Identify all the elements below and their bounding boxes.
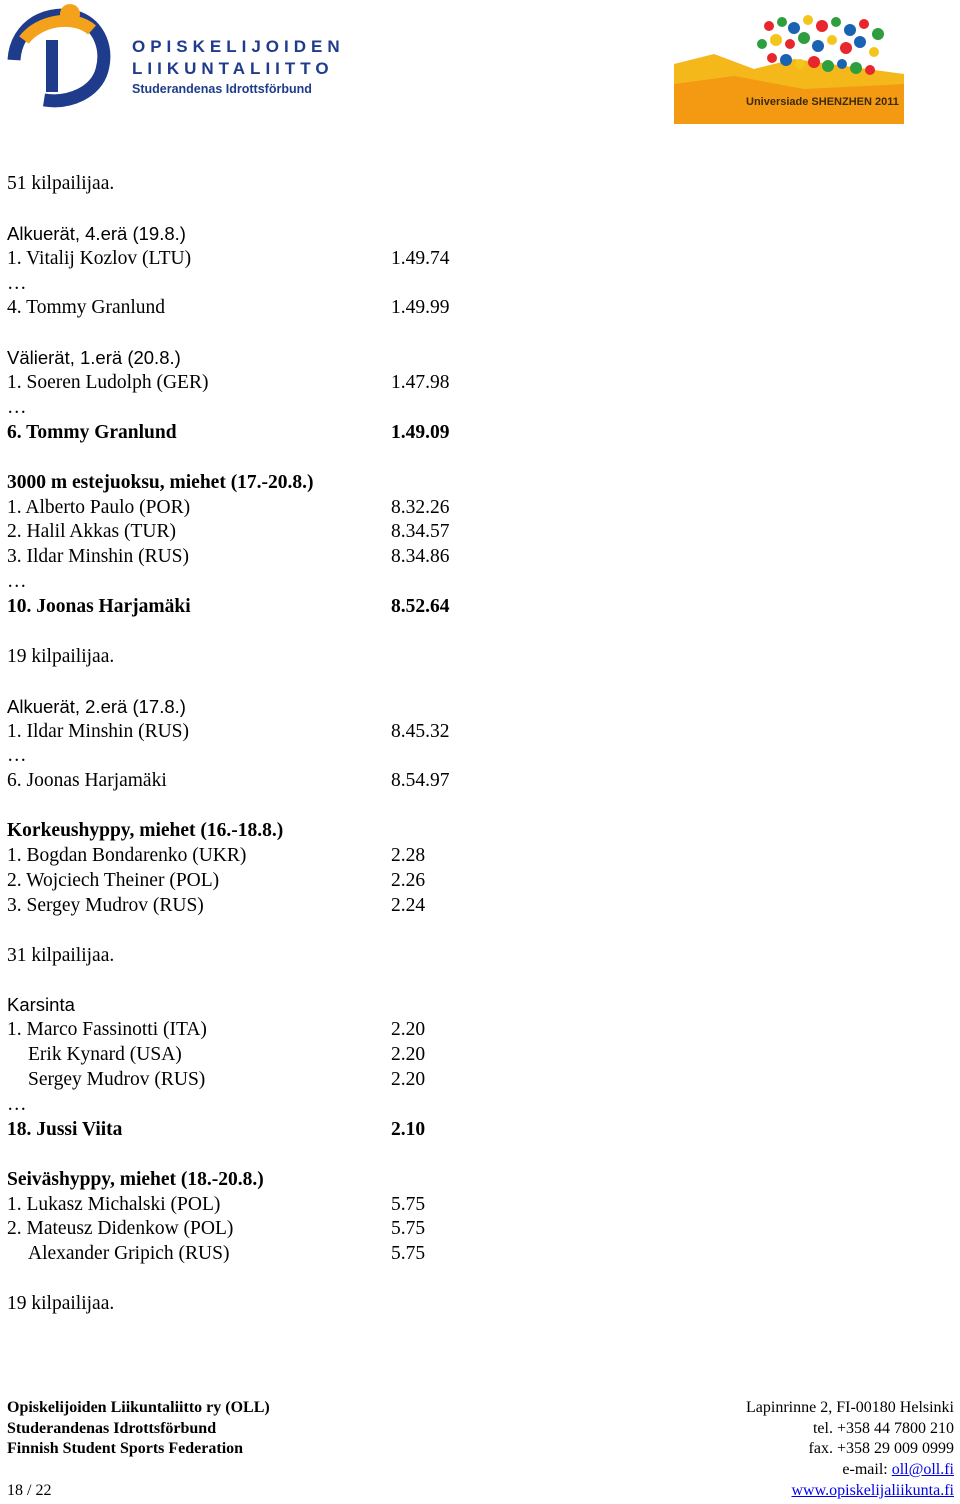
result-value: 2.26 <box>391 869 426 891</box>
athlete-name: Alexander Gripich (RUS) <box>28 1243 230 1265</box>
line-text: … <box>7 1093 27 1115</box>
text-line <box>7 172 947 197</box>
athlete-name: 1. Alberto Paulo (POR) <box>7 496 191 518</box>
ellipsis-line <box>7 272 947 297</box>
result-row <box>7 1193 947 1218</box>
result-row <box>7 1217 947 1242</box>
result-row <box>7 1018 947 1043</box>
result-value: 5.75 <box>391 1243 426 1265</box>
result-row <box>7 421 947 446</box>
athlete-name: 4. Tommy Granlund <box>7 297 166 319</box>
line-text: 3000 m estejuoksu, miehet (17.-20.8.) <box>7 471 314 493</box>
athlete-name: 1. Vitalij Kozlov (LTU) <box>7 247 192 269</box>
result-value: 8.32.26 <box>391 496 450 518</box>
footer-contact <box>746 1398 954 1501</box>
result-row <box>7 844 947 869</box>
ellipsis-line <box>7 396 947 421</box>
logo-line-3: Studerandenas Idrottsförbund <box>132 82 312 96</box>
result-value: 1.49.09 <box>391 421 450 443</box>
line-text: Alkuerät, 4.erä (19.8.) <box>7 222 186 244</box>
text-line <box>7 993 947 1018</box>
blank-line <box>7 321 947 346</box>
result-value: 2.28 <box>391 845 426 867</box>
result-row <box>7 595 947 620</box>
universiade-logo-text: Universiade SHENZHEN 2011 <box>746 96 899 108</box>
result-value: 1.49.74 <box>391 247 450 269</box>
blank-line <box>7 1267 947 1292</box>
athlete-name: 3. Ildar Minshin (RUS) <box>7 546 189 568</box>
athlete-name: 2. Mateusz Didenkow (POL) <box>7 1218 234 1240</box>
ellipsis-line <box>7 570 947 595</box>
line-text: Karsinta <box>7 994 75 1016</box>
result-value: 2.20 <box>391 1069 426 1091</box>
line-text: … <box>7 272 27 294</box>
blank-line <box>7 446 947 471</box>
footer <box>0 1398 960 1504</box>
oll-logo-mark <box>4 0 134 108</box>
athlete-name: 1. Marco Fassinotti (ITA) <box>7 1019 207 1041</box>
result-value: 8.54.97 <box>391 770 450 792</box>
result-row <box>7 1068 947 1093</box>
result-value: 2.20 <box>391 1044 426 1066</box>
result-value: 2.20 <box>391 1019 426 1041</box>
athlete-name: 6. Joonas Harjamäki <box>7 770 167 792</box>
footer-fax: fax. +358 29 009 0999 <box>808 1440 954 1458</box>
athlete-name: Sergey Mudrov (RUS) <box>28 1069 206 1091</box>
page-number: 18 / 22 <box>7 1482 52 1499</box>
text-line <box>7 944 947 969</box>
athlete-name: 10. Joonas Harjamäki <box>7 596 191 618</box>
result-value: 1.47.98 <box>391 372 450 394</box>
line-text: 19 kilpailijaa. <box>7 645 115 667</box>
result-row <box>7 869 947 894</box>
footer-org-name-en: Finnish Student Sports Federation <box>7 1440 244 1458</box>
line-text: 31 kilpailijaa. <box>7 944 115 966</box>
line-text: … <box>7 571 27 593</box>
line-text: … <box>7 745 27 767</box>
result-value: 5.75 <box>391 1193 426 1215</box>
result-value: 1.49.99 <box>391 297 450 319</box>
text-line <box>7 471 947 496</box>
text-line <box>7 222 947 247</box>
result-value: 2.24 <box>391 894 426 916</box>
footer-organization <box>7 1398 270 1460</box>
logo-line-2: LIIKUNTALIITTO <box>132 59 334 78</box>
text-line <box>7 819 947 844</box>
line-text: Alkuerät, 2.erä (17.8.) <box>7 695 186 717</box>
text-line <box>7 645 947 670</box>
athlete-name: Erik Kynard (USA) <box>28 1044 182 1066</box>
footer-org-name: Opiskelijoiden Liikuntaliitto ry (OLL) <box>7 1399 270 1416</box>
line-text: 19 kilpailijaa. <box>7 1293 115 1315</box>
blank-line <box>7 969 947 994</box>
athlete-name: 1. Bogdan Bondarenko (UKR) <box>7 845 247 867</box>
ellipsis-line <box>7 744 947 769</box>
result-row <box>7 1043 947 1068</box>
line-text: Välierät, 1.erä (20.8.) <box>7 347 181 369</box>
athlete-name: 1. Lukasz Michalski (POL) <box>7 1193 221 1215</box>
result-row <box>7 496 947 521</box>
athlete-name: 1. Soeren Ludolph (GER) <box>7 372 209 394</box>
athlete-name: 1. Ildar Minshin (RUS) <box>7 720 189 742</box>
result-value: 8.34.86 <box>391 546 450 568</box>
result-row <box>7 894 947 919</box>
result-value: 8.34.57 <box>391 521 450 543</box>
text-line <box>7 346 947 371</box>
blank-line <box>7 794 947 819</box>
result-row <box>7 545 947 570</box>
result-value: 2.10 <box>391 1118 426 1140</box>
line-text: 51 kilpailijaa. <box>7 173 115 194</box>
athlete-name: 6. Tommy Granlund <box>7 421 177 443</box>
text-line <box>7 695 947 720</box>
blank-line <box>7 919 947 944</box>
footer-website-link[interactable]: www.opiskelijaliikunta.fi <box>791 1481 954 1499</box>
logo-line-1: OPISKELIJOIDEN <box>132 37 345 56</box>
line-text: Seiväshyppy, miehet (18.-20.8.) <box>7 1168 264 1190</box>
result-row <box>7 520 947 545</box>
oll-logo-text <box>132 36 345 98</box>
footer-email-link[interactable]: oll@oll.fi <box>891 1461 954 1479</box>
athlete-name: 2. Wojciech Theiner (POL) <box>7 869 220 891</box>
result-value: 5.75 <box>391 1218 426 1240</box>
blank-line <box>7 670 947 695</box>
line-text: … <box>7 397 27 419</box>
blank-line <box>7 197 947 222</box>
result-row <box>7 720 947 745</box>
footer-email-line <box>746 1460 954 1481</box>
result-value: 8.45.32 <box>391 720 450 742</box>
result-row <box>7 247 947 272</box>
text-line <box>7 1292 947 1317</box>
result-value: 8.52.64 <box>391 596 450 618</box>
athlete-name: 3. Sergey Mudrov (RUS) <box>7 894 204 916</box>
result-row <box>7 296 947 321</box>
result-row <box>7 371 947 396</box>
line-text: Korkeushyppy, miehet (16.-18.8.) <box>7 820 284 842</box>
results-text <box>7 172 947 1317</box>
footer-phone: tel. +358 44 7800 210 <box>812 1419 954 1437</box>
footer-org-name-sv: Studerandenas Idrottsförbund <box>7 1419 217 1437</box>
footer-address: Lapinrinne 2, FI-00180 Helsinki <box>746 1399 954 1416</box>
result-row <box>7 1242 947 1267</box>
result-row <box>7 769 947 794</box>
result-row <box>7 1118 947 1143</box>
ellipsis-line <box>7 1093 947 1118</box>
blank-line <box>7 1143 947 1168</box>
footer-email-label: e-mail: <box>842 1461 892 1479</box>
athlete-name: 2. Halil Akkas (TUR) <box>7 521 176 543</box>
athlete-name: 18. Jussi Viita <box>7 1118 123 1140</box>
text-line <box>7 1168 947 1193</box>
blank-line <box>7 620 947 645</box>
